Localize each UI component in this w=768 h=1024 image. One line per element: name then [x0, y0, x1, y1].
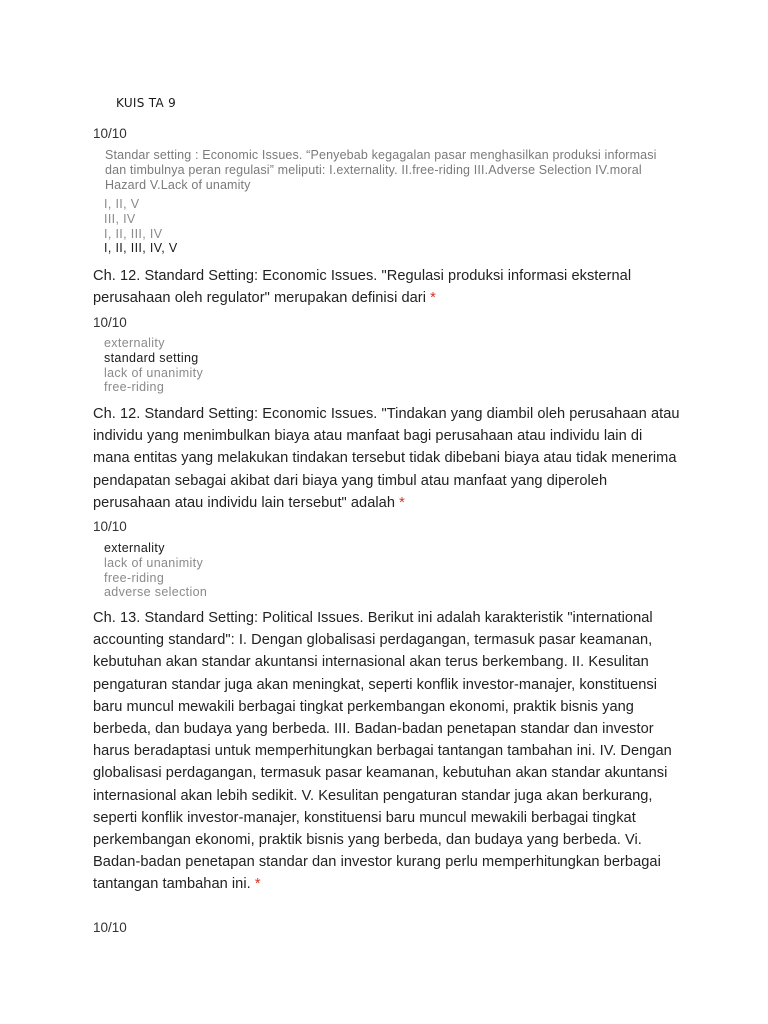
question-3-text — [93, 403, 683, 514]
question-2-score: 10/10 — [93, 315, 127, 330]
required-asterisk: * — [254, 876, 261, 893]
option[interactable]: lack of unanimity — [104, 555, 204, 570]
document-title: KUIS TA 9 — [116, 96, 177, 110]
option[interactable]: free-riding — [104, 380, 165, 395]
option-selected[interactable]: I, II, III, IV, V — [104, 241, 178, 256]
question-text: Ch. 12. Standard Setting: Economic Issues. "Tindakan yang diambil oleh perusahaan atau individu yang menimbulkan biaya atau manfaat bagi perusahaan atau individu lain di mana entitas yang melakukan tindakan tersebut tidak dibebani biaya atau tidak menerima pendapatan sebagai akibat dari biaya yang timbul atau manfaat yang diperoleh perusahaan atau individu lain tersebut" adalah — [93, 406, 680, 511]
question-4-score: 10/10 — [93, 920, 127, 935]
option[interactable]: free-riding — [104, 570, 165, 585]
question-2-text — [93, 265, 683, 309]
question-text: Ch. 13. Standard Setting: Political Issues. Berikut ini adalah karakteristik "international accounting standard": I. Dengan globalisasi perdagangan, termasuk pasar keamanan, kebutuhan akan standar akuntansi internasional akan terus berkembang. II. Kesulitan pengaturan standar juga akan meningkat, seperti konflik investor-manajer, konstituensi baru muncul mewakili berbagai tingkat perkembangan ekonomi, praktik bisnis yang berbeda, dan budaya yang berbeda. III. Badan-badan penetapan standar dan investor harus beradaptasi untuk memperhitungkan berbagai tantangan tambahan ini. IV. Dengan globalisasi perdagangan, termasuk pasar keamanan, kebutuhan akan standar akuntansi internasional akan lebih sedikit. V. Kesulitan pengaturan standar juga akan berkurang, seperti konflik investor-manajer, konstituensi baru muncul mewakili berbagai tingkat perkembangan ekonomi, praktik bisnis yang berbeda, dan budaya yang berbeda. Vi. Badan-badan penetapan standar dan investor kurang perlu memperhitungkan berbagai tantangan tambahan ini. — [93, 610, 672, 893]
question-3-options — [104, 541, 207, 600]
question-1-prompt: Standar setting : Economic Issues. “Penyebab kegagalan pasar menghasilkan produksi informasi dan timbulnya peran regulasi” meliputi: I.externality. II.free-riding III.Adverse Selection IV.moral Hazard V.Lack of unamity — [105, 148, 657, 192]
question-2-options — [104, 336, 203, 395]
required-asterisk: * — [430, 290, 436, 307]
required-asterisk: * — [399, 494, 405, 511]
question-4-text — [93, 607, 683, 896]
option[interactable]: adverse selection — [104, 585, 208, 600]
question-1-options — [104, 197, 178, 256]
option-selected[interactable]: standard setting — [104, 350, 199, 365]
question-text: Ch. 12. Standard Setting: Economic Issues. "Regulasi produksi informasi eksternal perusahaan oleh regulator" merupakan definisi dari — [93, 268, 632, 307]
option[interactable]: III, IV — [104, 211, 136, 226]
option[interactable]: lack of unanimity — [104, 365, 204, 380]
question-3-score: 10/10 — [93, 519, 127, 534]
option-selected[interactable]: externality — [104, 541, 165, 555]
option[interactable]: I, II, V — [104, 197, 140, 211]
option[interactable]: externality — [104, 336, 165, 350]
question-1-score: 10/10 — [93, 126, 127, 141]
option[interactable]: I, II, III, IV — [104, 226, 163, 241]
